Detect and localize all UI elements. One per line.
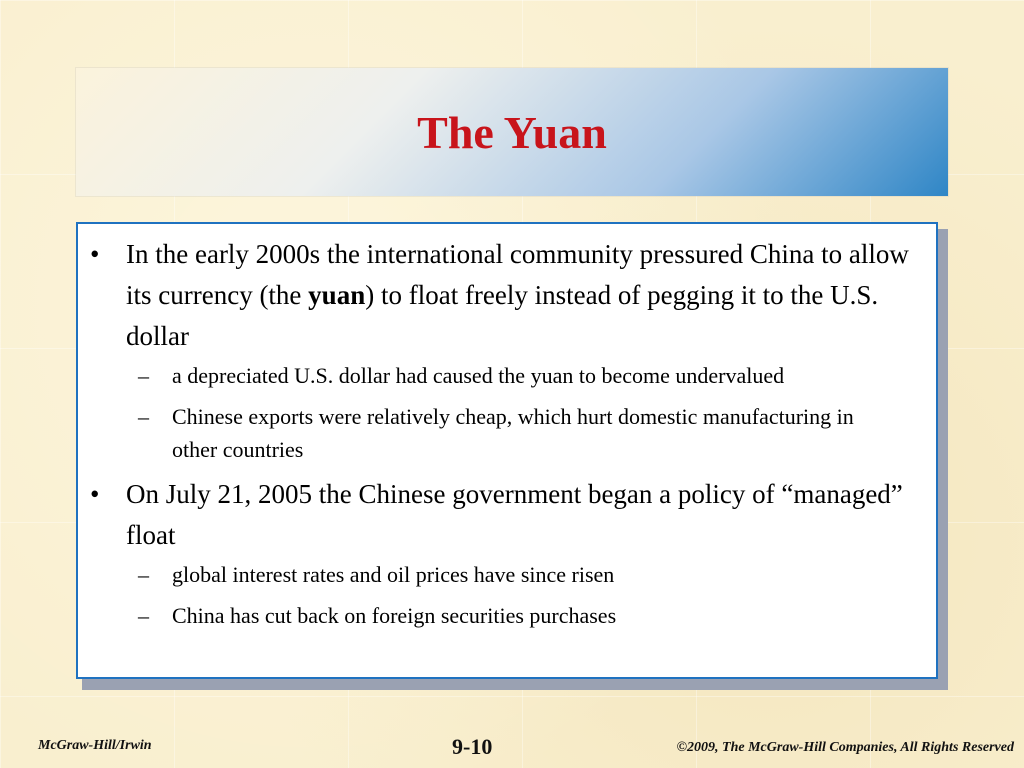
sub-bullet-list	[126, 558, 916, 632]
bullet-item	[78, 234, 916, 466]
sub-bullet-list	[126, 359, 916, 466]
sub-bullet-text: global interest rates and oil prices have since risen	[172, 562, 615, 587]
footer-copyright: ©2009, The McGraw-Hill Companies, All Rights Reserved	[676, 740, 1014, 755]
content-box	[76, 222, 938, 679]
footer-publisher: McGraw-Hill/Irwin	[38, 738, 152, 753]
title-bar	[76, 68, 948, 196]
dash-glyph: –	[138, 404, 149, 429]
bullet-list	[78, 224, 936, 632]
sub-bullet-text: a depreciated U.S. dollar had caused the yuan to become undervalued	[172, 363, 785, 388]
sub-bullet-item	[126, 599, 896, 632]
bullet-glyph: •	[90, 239, 100, 269]
slide-title: The Yuan	[417, 106, 607, 158]
sub-bullet-text: Chinese exports were relatively cheap, which hurt domestic manufacturing in other countries	[172, 404, 854, 462]
bullet-item	[78, 474, 916, 632]
bold-term: yuan	[308, 280, 366, 310]
bullet-text: In the early 2000s the international community pressured China to allow its currency (the yuan) to float freely instead of pegging it to the U.S. dollar	[126, 239, 909, 351]
bullet-text: On July 21, 2005 the Chinese government began a policy of “managed” float	[126, 479, 903, 550]
sub-bullet-item	[126, 400, 896, 466]
page-number: 9-10	[452, 734, 493, 759]
sub-bullet-item	[126, 359, 896, 392]
dash-glyph: –	[138, 562, 149, 587]
dash-glyph: –	[138, 363, 149, 388]
sub-bullet-item	[126, 558, 896, 591]
bullet-glyph: •	[90, 479, 100, 509]
sub-bullet-text: China has cut back on foreign securities purchases	[172, 603, 617, 628]
dash-glyph: –	[138, 603, 149, 628]
